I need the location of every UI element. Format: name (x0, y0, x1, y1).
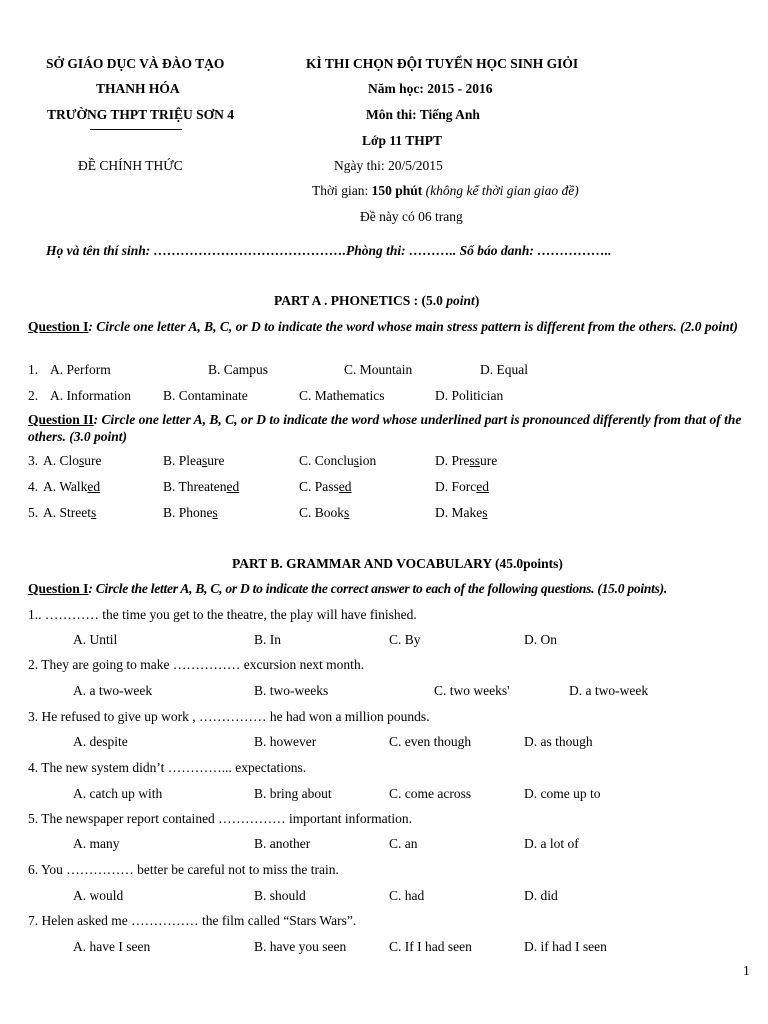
word-part: D. Forc (435, 479, 477, 494)
option-c[interactable]: C. even though (389, 734, 472, 749)
question-stem: 7. Helen asked me …………… the film called “Stars Wars”. (28, 913, 357, 928)
part-b-title: PART B. GRAMMAR AND VOCABULARY (45.0points) (232, 556, 563, 571)
part-a-question-1 (28, 318, 754, 335)
question-label: Question II (28, 412, 94, 427)
option-c[interactable]: C. had (389, 888, 425, 903)
word-part: ure (480, 453, 498, 468)
question-label: Question I (28, 319, 89, 334)
candidate-info-line: Họ và tên thí sinh: …………………………………….Phòng thi: ……….. Số báo danh: …………….. (46, 243, 612, 258)
underlined-part: s (353, 453, 360, 468)
underlined-part: s (344, 505, 350, 520)
option-d[interactable]: D. On (524, 632, 557, 647)
exam-time (312, 183, 579, 199)
option-d[interactable]: D. if had I seen (524, 939, 607, 954)
option-d[interactable]: D. a lot of (524, 836, 579, 851)
part-a-question-2 (28, 411, 754, 445)
item-number: 5. (28, 505, 39, 520)
item-number: 3. (28, 453, 39, 468)
option-d[interactable]: D. come up to (524, 786, 601, 801)
option-a[interactable]: A. Until (73, 632, 118, 647)
option-d[interactable] (435, 505, 488, 521)
option-c[interactable] (299, 505, 349, 521)
option-a[interactable] (43, 453, 102, 469)
option-c[interactable]: C. If I had seen (389, 939, 472, 954)
option-d[interactable]: D. Equal (480, 362, 528, 377)
option-b[interactable]: B. should (254, 888, 306, 903)
part-a-title-point: point (446, 293, 475, 308)
word-part: A. Clo (43, 453, 80, 468)
option-d[interactable] (435, 453, 497, 469)
subject: Môn thi: Tiếng Anh (366, 107, 480, 122)
word-part: ure (207, 453, 225, 468)
time-value: 150 phút (371, 183, 423, 198)
word-part: C. Conclu (299, 453, 354, 468)
item-number: 4. (28, 479, 39, 494)
underlined-part: ss (469, 453, 481, 468)
option-a[interactable]: A. many (73, 836, 120, 851)
part-a-title-end: ) (474, 293, 480, 308)
question-stem: 3. He refused to give up work , …………… he had won a million pounds. (28, 709, 430, 724)
option-c[interactable]: C. come across (389, 786, 472, 801)
option-d[interactable]: D. as though (524, 734, 593, 749)
question-stem: 4. The new system didn’t …………... expectations. (28, 760, 307, 775)
underlined-part: s (79, 453, 85, 468)
option-a[interactable] (43, 479, 100, 495)
option-b[interactable]: B. bring about (254, 786, 332, 801)
header-dept: SỞ GIÁO DỤC VÀ ĐÀO TẠO (46, 56, 225, 71)
option-b[interactable] (163, 479, 239, 495)
underlined-part: s (91, 505, 97, 520)
question-stem: 6. You …………… better be careful not to miss the train. (28, 862, 339, 877)
word-part: B. Plea (163, 453, 202, 468)
option-c[interactable]: C. Mountain (344, 362, 413, 377)
question-stem: 1.. ………… the time you get to the theatre, the play will have finished. (28, 607, 417, 622)
question-instruction: : Circle one letter A, B, C, or D to indicate the word whose underlined part is pronounced differently from that of the others. (3.0 point) (28, 412, 742, 444)
page-count: Đề này có 06 trang (360, 209, 463, 224)
time-note: (không kể thời gian giao đề) (425, 183, 579, 198)
option-c[interactable]: C. Mathematics (299, 388, 385, 403)
school-year: Năm học: 2015 - 2016 (368, 81, 493, 96)
item-number: 2. (28, 388, 39, 403)
underlined-part: ed (87, 479, 101, 494)
part-b-question-1 (28, 581, 754, 597)
option-b[interactable]: B. two-weeks (254, 683, 329, 698)
word-part: ion (359, 453, 377, 468)
part-a-title (274, 293, 479, 309)
underlined-part: s (212, 505, 218, 520)
word-part: B. Threaten (163, 479, 227, 494)
option-a[interactable]: A. a two-week (73, 683, 153, 698)
header-school: TRƯỜNG THPT TRIỆU SƠN 4 (47, 107, 235, 122)
question-instruction: : Circle one letter A, B, C, or D to indicate the word whose main stress pattern is different from the others. (2.0 point) (88, 319, 738, 334)
option-b[interactable] (163, 505, 218, 521)
option-b[interactable] (163, 453, 225, 469)
exam-title: KÌ THI CHỌN ĐỘI TUYỂN HỌC SINH GIỎI (306, 56, 579, 71)
option-a[interactable]: A. Perform (50, 362, 111, 377)
option-a[interactable]: A. have I seen (73, 939, 151, 954)
underlined-part: ed (226, 479, 240, 494)
question-stem: 5. The newspaper report contained …………… important information. (28, 811, 413, 826)
underlined-part: s (202, 453, 208, 468)
option-a[interactable]: A. catch up with (73, 786, 163, 801)
exam-date: Ngày thi: 20/5/2015 (334, 158, 443, 173)
header-province: THANH HÓA (96, 81, 180, 96)
option-c[interactable]: C. two weeks' (434, 683, 510, 698)
header-underline (90, 129, 182, 130)
word-part: A. Walk (43, 479, 88, 494)
option-c[interactable] (299, 453, 376, 469)
option-c[interactable]: C. By (389, 632, 421, 647)
word-part: C. Pass (299, 479, 339, 494)
word-part: D. Make (435, 505, 483, 520)
option-b[interactable]: B. Contaminate (163, 388, 248, 403)
option-d[interactable] (435, 479, 489, 495)
question-label: Question I (28, 581, 89, 596)
page-number: 1 (743, 963, 750, 978)
option-b[interactable]: B. another (254, 836, 311, 851)
underlined-part: ed (476, 479, 489, 494)
option-b[interactable]: B. Campus (208, 362, 269, 377)
header-official: ĐỀ CHÍNH THỨC (78, 158, 183, 173)
question-stem: 2. They are going to make …………… excursion next month. (28, 657, 365, 672)
option-a[interactable]: A. despite (73, 734, 128, 749)
word-part: C. Book (299, 505, 345, 520)
option-d[interactable]: D. did (524, 888, 558, 903)
underlined-part: s (482, 505, 488, 520)
underlined-part: ed (338, 479, 352, 494)
time-prefix: Thời gian: (312, 183, 372, 198)
option-d[interactable]: D. a two-week (569, 683, 649, 698)
option-a[interactable]: A. Information (50, 388, 131, 403)
part-a-title-text: PART A . PHONETICS : (5.0 (274, 293, 447, 308)
question-instruction: : Circle the letter A, B, C, or D to indicate the correct answer to each of the following questions. (15.0 points). (88, 581, 668, 596)
option-b[interactable]: B. have you seen (254, 939, 347, 954)
grade: Lớp 11 THPT (362, 133, 443, 148)
option-c[interactable]: C. an (389, 836, 418, 851)
option-b[interactable]: B. In (254, 632, 281, 647)
option-a[interactable] (43, 505, 96, 521)
word-part: B. Phone (163, 505, 213, 520)
word-part: ure (84, 453, 102, 468)
option-b[interactable]: B. however (254, 734, 317, 749)
option-d[interactable]: D. Politician (435, 388, 504, 403)
option-c[interactable] (299, 479, 352, 495)
word-part: D. Pre (435, 453, 470, 468)
option-a[interactable]: A. would (73, 888, 124, 903)
item-number: 1. (28, 362, 39, 377)
word-part: A. Street (43, 505, 91, 520)
